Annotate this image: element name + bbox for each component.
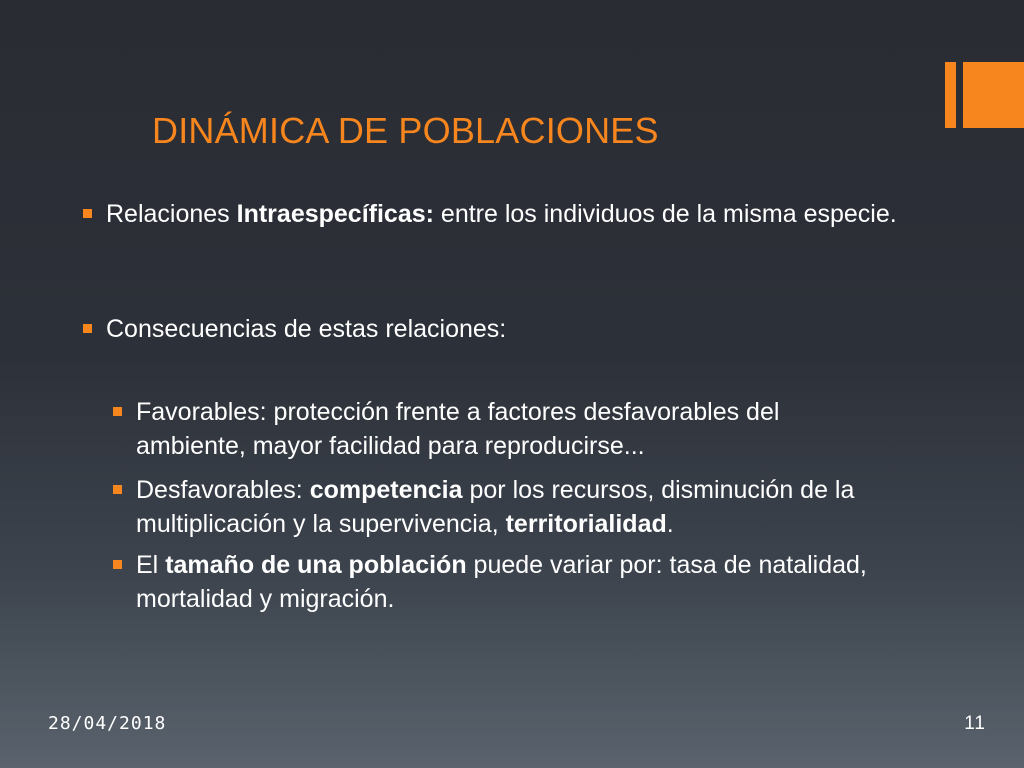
- bullet-text: puede variar por: tasa de natalidad, mortalidad y migración.: [136, 551, 867, 613]
- page-number: 11: [964, 713, 986, 734]
- bullet-intraspecific-relations: [106, 197, 926, 231]
- square-bullet-icon: [113, 560, 122, 569]
- bullet-text: entre los individuos de la misma especie.: [433, 200, 897, 228]
- slide-title: DINÁMICA DE POBLACIONES: [152, 110, 659, 151]
- bullet-favorable: [136, 395, 896, 463]
- bullet-text: El: [136, 551, 166, 579]
- bullet-text-bold: Intraespecíficas:: [236, 200, 434, 228]
- footer-date: 28/04/2018: [48, 713, 167, 734]
- bullet-unfavorable: [136, 473, 896, 541]
- bullet-text-bold: competencia: [309, 476, 463, 504]
- bullet-text: Desfavorables:: [136, 476, 310, 504]
- bullet-text: Favorables: protección frente a factores desfavorables del ambiente, mayor facilidad para reproducirse...: [136, 398, 780, 460]
- bullet-population-size: [136, 548, 896, 616]
- bullet-text: Consecuencias de estas relaciones:: [106, 315, 507, 343]
- bullet-consequences: [106, 312, 926, 346]
- decorative-accent-bar-thin: [945, 62, 956, 128]
- square-bullet-icon: [83, 324, 92, 333]
- bullet-text-bold: territorialidad: [505, 510, 667, 538]
- decorative-accent-bar-thick: [963, 62, 1024, 128]
- bullet-text: .: [666, 510, 674, 538]
- square-bullet-icon: [113, 485, 122, 494]
- bullet-text: por los recursos, disminución de la multiplicación y la supervivencia,: [136, 476, 855, 538]
- square-bullet-icon: [113, 407, 122, 416]
- square-bullet-icon: [83, 209, 92, 218]
- bullet-text: Relaciones: [106, 200, 237, 228]
- bullet-text-bold: tamaño de una población: [165, 551, 467, 579]
